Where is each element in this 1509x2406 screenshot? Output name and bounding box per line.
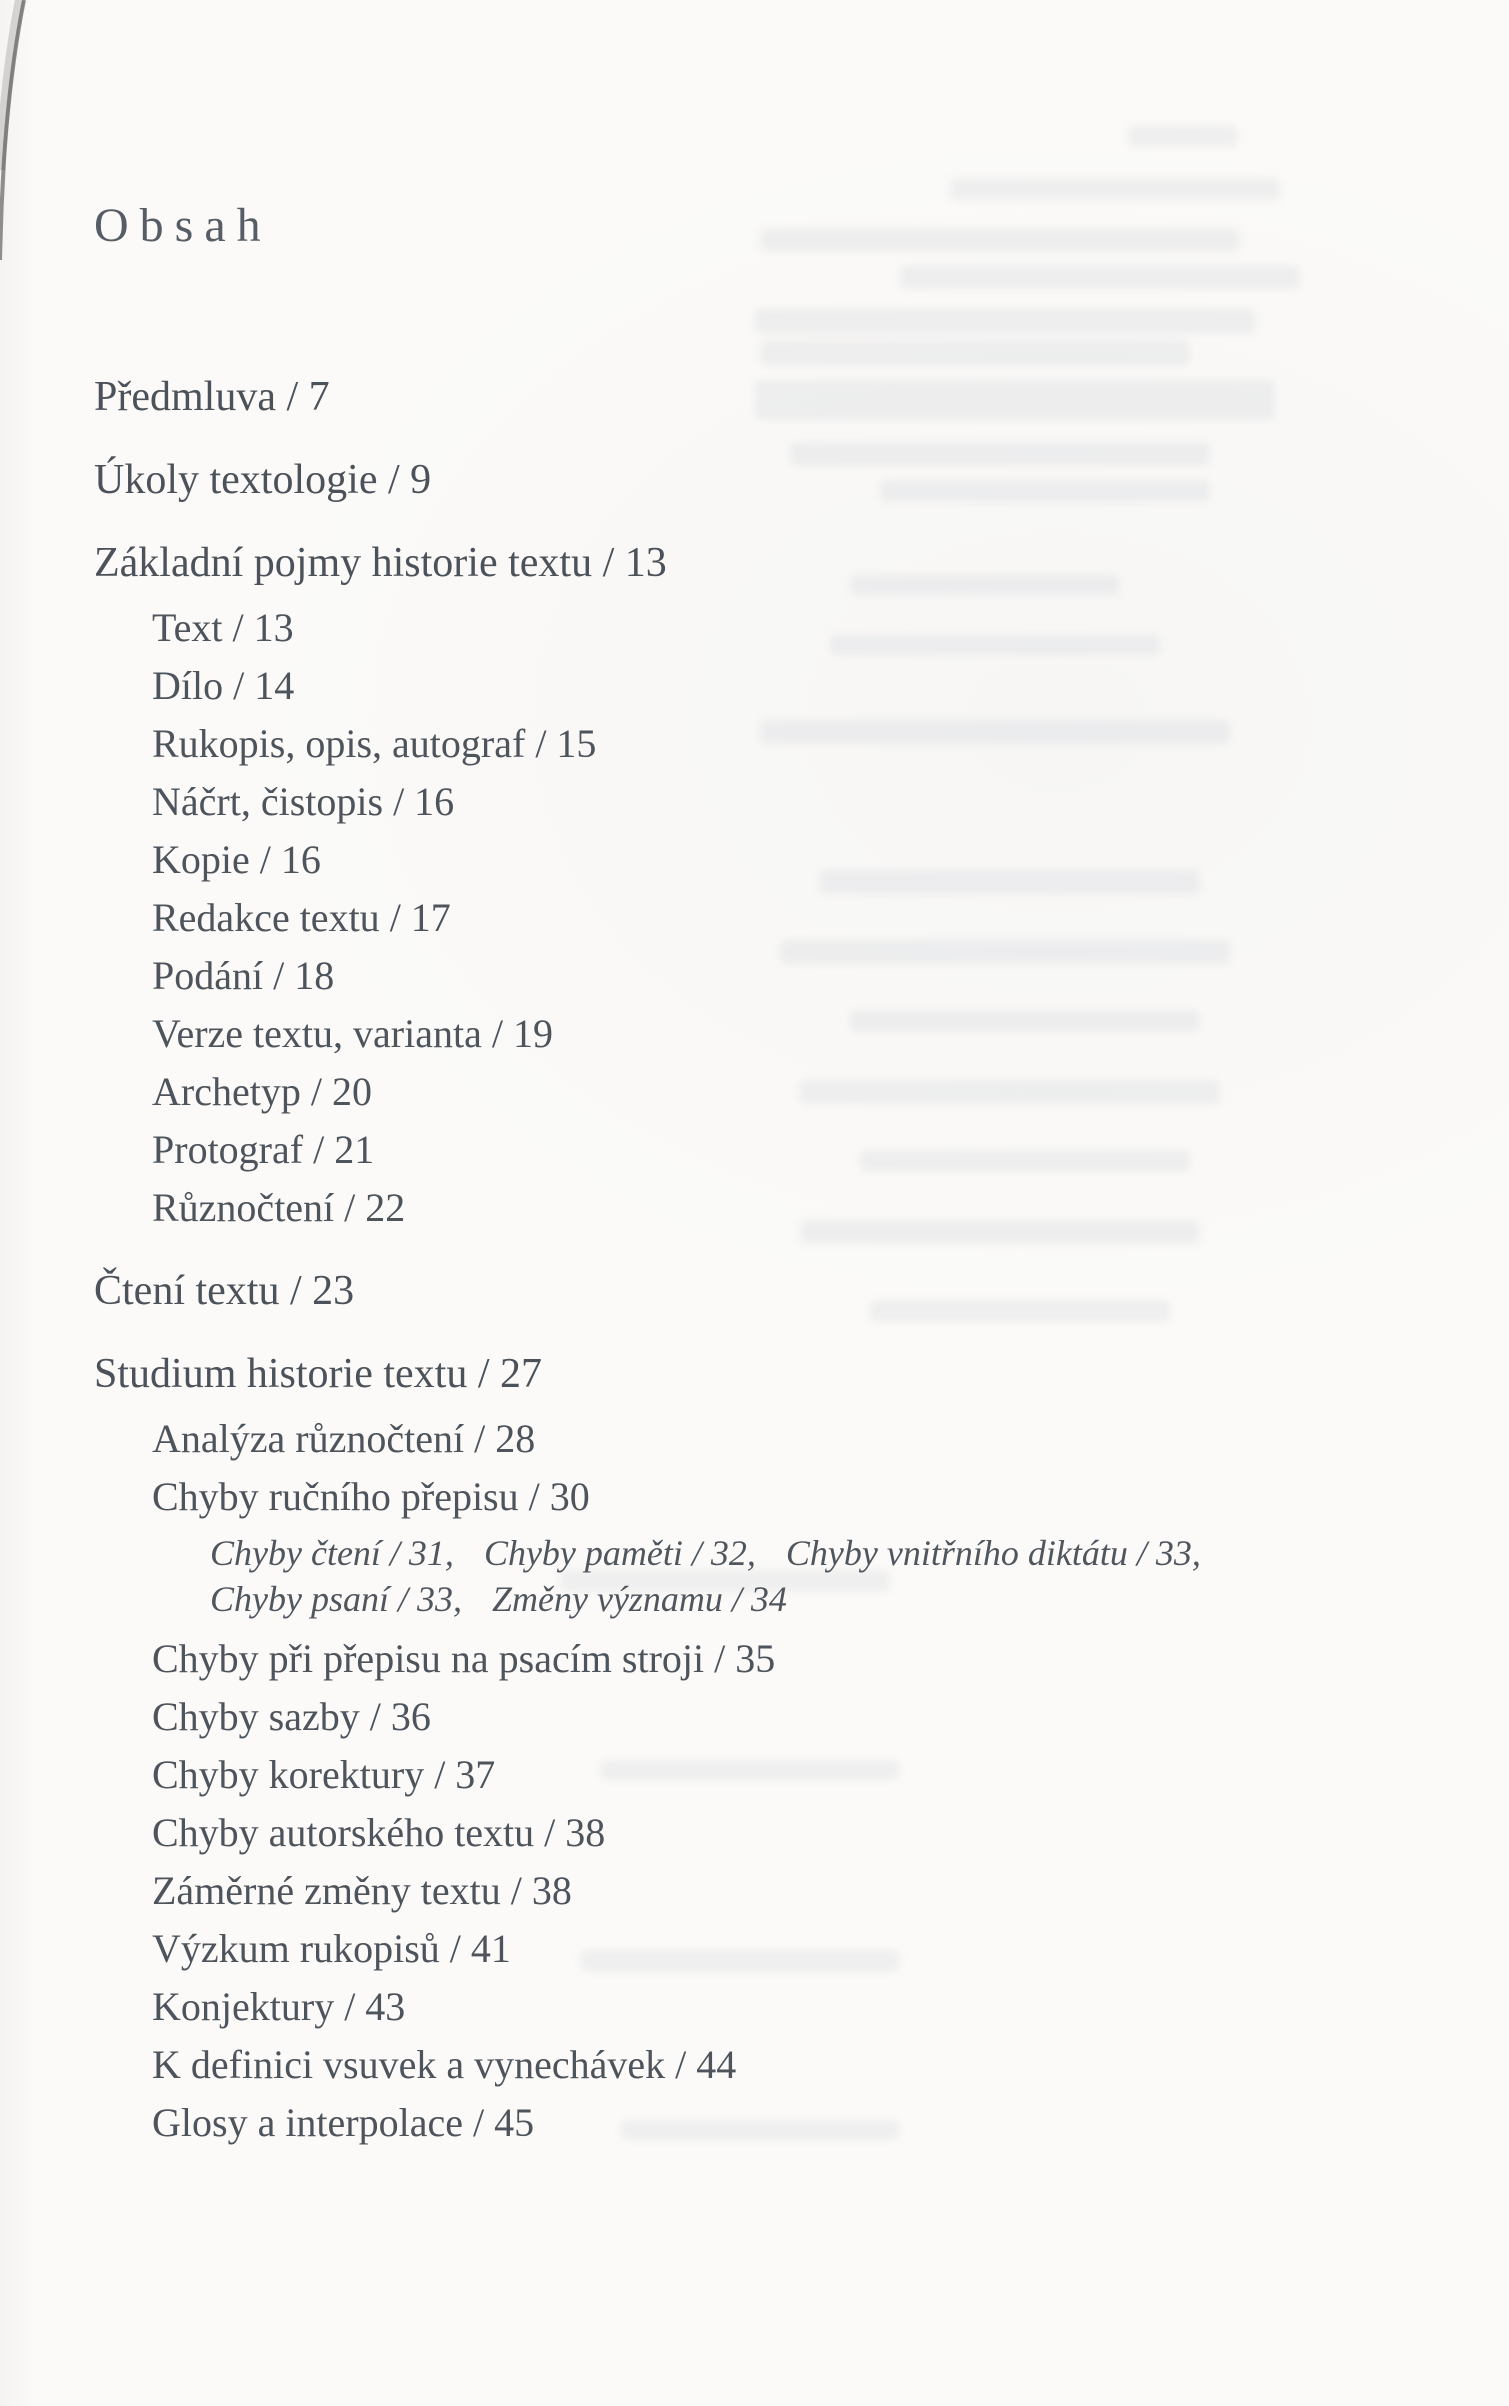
toc-entry-page: / 44 [665,2042,737,2087]
toc-entry-page: / 18 [263,953,335,998]
toc-entry-label: Dílo [152,663,224,708]
toc-entry-label: Chyby ručního přepisu [152,1474,519,1519]
toc-entry-page: / 35 [704,1636,776,1681]
ghost-text-streak [900,265,1300,289]
toc-subentry: Chyby čtení / 31, [210,1533,454,1573]
toc-entry-label: Náčrt, čistopis [152,779,384,824]
toc-entry-label: Podání [152,953,264,998]
ghost-text-streak [950,178,1280,200]
toc-entry-page: / 37 [424,1752,496,1797]
toc-entry [0,831,1509,889]
toc-entry-label: Redakce textu [152,895,380,940]
toc-entry-label: Základní pojmy historie textu [94,540,593,586]
toc-entry-label: Různočtení [152,1185,335,1230]
toc-entry-label: Text [152,605,223,650]
toc-entry-page: / 36 [359,1694,431,1739]
toc-entry [0,2036,1509,2094]
toc-entry [0,1410,1509,1468]
toc-entry-page: / 27 [467,1351,542,1397]
toc-entry [0,1179,1509,1237]
toc-entry [0,599,1509,657]
toc-entry-label: Archetyp [152,1069,301,1114]
toc-entry-page: / 38 [500,1868,572,1913]
toc-entry [0,1063,1509,1121]
toc-entry [0,889,1509,947]
toc-entry-label: Úkoly textologie [94,457,378,503]
toc-entry-label: Konjektury [152,1984,335,2029]
ghost-text-streak [760,228,1240,252]
toc-entry [0,1005,1509,1063]
page-edge-shadow [0,0,90,300]
toc-entry-label: Analýza různočtení [152,1416,465,1461]
toc-entry-page: / 22 [334,1185,406,1230]
toc-entry-label: Glosy a interpolace [152,2100,463,2145]
toc-entry [0,773,1509,831]
toc-subentry: Chyby paměti / 32, [483,1533,756,1573]
toc-subentry: Změny významu / 34 [491,1579,787,1619]
toc-entry-label: Předmluva [94,374,276,420]
toc-entry-page: / 13 [592,540,667,586]
toc-entry-page: / 30 [518,1474,590,1519]
toc-entry-page: / 28 [464,1416,536,1461]
toc-entry-page: / 17 [379,895,451,940]
toc-entry-page: / 7 [275,374,330,420]
toc-entry-page: / 21 [303,1127,375,1172]
toc-entry-label: Protograf [152,1127,304,1172]
toc-entry-label: Chyby autorského textu [152,1810,535,1855]
toc-entry [0,1576,1509,1622]
toc-entry-page: / 20 [300,1069,372,1114]
toc-entry [0,368,1509,426]
toc-entry-page: / 9 [377,457,432,503]
toc-list [0,368,1509,2152]
toc-entry [0,947,1509,1005]
toc-subentry: Chyby vnitřního diktátu / 33, [785,1533,1201,1573]
toc-entry-label: Chyby korektury [152,1752,425,1797]
ghost-text-streak [760,340,1190,366]
toc-entry [0,1121,1509,1179]
toc-entry-label: Záměrné změny textu [152,1868,501,1913]
toc-entry [0,715,1509,773]
toc-entry-page: / 38 [534,1810,606,1855]
toc-entry [0,1920,1509,1978]
toc-entry [0,1630,1509,1688]
toc-entry [0,451,1509,509]
ghost-text-streak [755,308,1255,334]
toc-entry-page: / 19 [481,1011,553,1056]
toc-subentry: Chyby psaní / 33, [210,1579,462,1619]
toc-entry [0,657,1509,715]
toc-entry-label: Výzkum rukopisů [152,1926,440,1971]
toc-entry-label: Kopie [152,837,250,882]
toc-entry [0,1688,1509,1746]
toc-entry-page: / 45 [463,2100,535,2145]
toc-entry [0,1746,1509,1804]
toc-entry-page: / 43 [334,1984,406,2029]
toc-entry [0,1468,1509,1526]
toc-entry [0,1978,1509,2036]
ghost-text-streak [1128,125,1238,147]
toc-entry-label: Verze textu, varianta [152,1011,482,1056]
toc-entry [0,1804,1509,1862]
toc-entry-label: Rukopis, opis, autograf [152,721,526,766]
toc-entry [0,1345,1509,1403]
toc-entry-page: / 14 [223,663,295,708]
toc-entry [0,1862,1509,1920]
toc-entry-label: Čtení textu [94,1268,280,1314]
toc-entry-page: / 41 [439,1926,511,1971]
toc-entry [0,534,1509,592]
toc-entry-label: K definici vsuvek a vynechávek [152,2042,666,2087]
toc-entry-page: / 15 [525,721,597,766]
toc-entry-label: Chyby při přepisu na psacím stroji [152,1636,705,1681]
toc-entry [0,2094,1509,2152]
toc-entry-label: Chyby sazby [152,1694,360,1739]
toc-entry [0,1262,1509,1320]
toc-entry [0,1530,1509,1576]
toc-entry-label: Studium historie textu [94,1351,468,1397]
page-title: Obsah [94,199,272,252]
toc-entry-page: / 16 [249,837,321,882]
toc-entry-page: / 16 [383,779,455,824]
toc-entry-page: / 23 [279,1268,355,1314]
toc-entry-page: / 13 [222,605,294,650]
